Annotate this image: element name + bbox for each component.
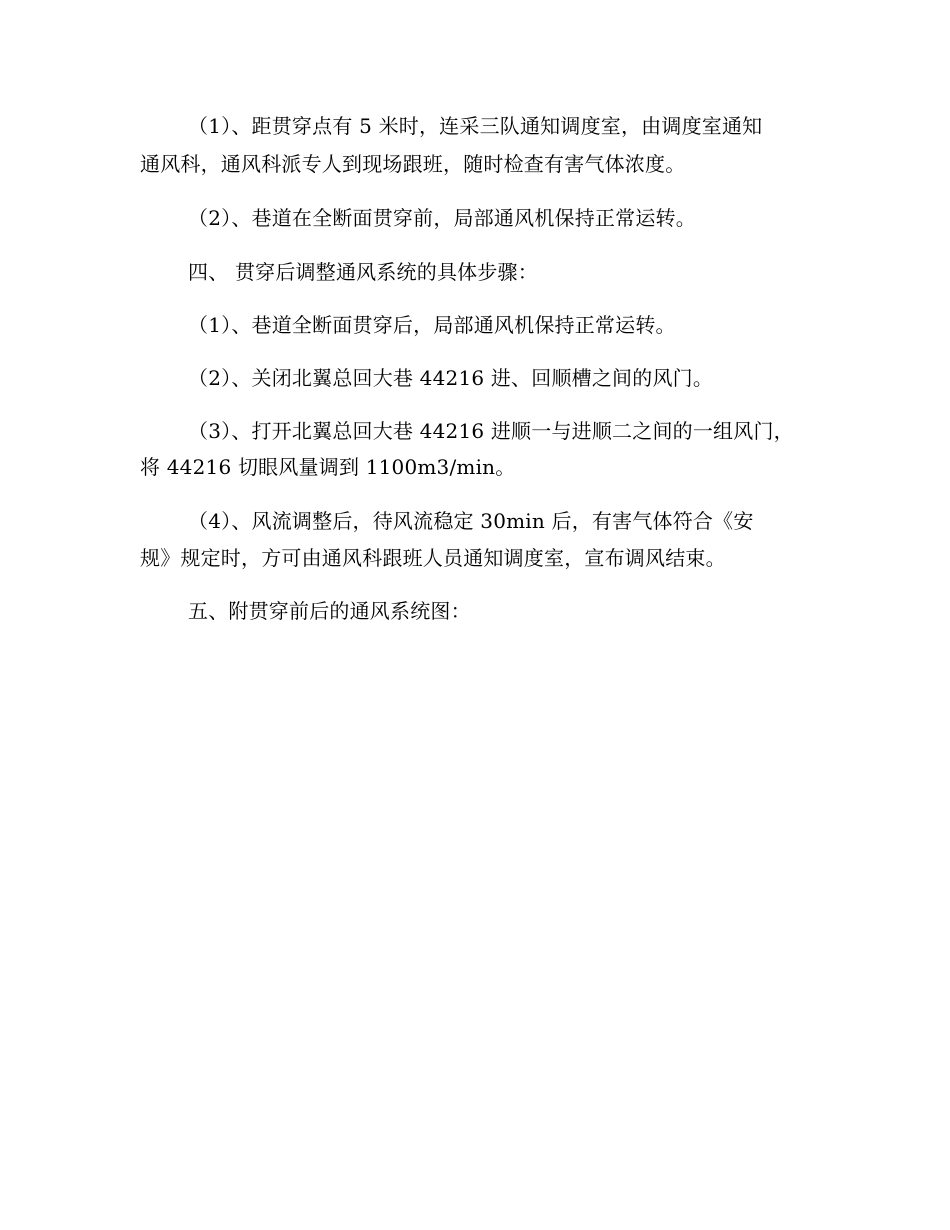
paragraph-step-2: （2）、巷道在全断面贯穿前，局部通风机保持正常运转。 — [188, 206, 696, 230]
section-heading-four: 四、 贯穿后调整通风系统的具体步骤： — [188, 260, 538, 284]
paragraph-step-1-line-2: 通风科，通风科派专人到现场跟班，随时检查有害气体浓度。 — [140, 152, 686, 176]
after-step-1: （1）、巷道全断面贯穿后，局部通风机保持正常运转。 — [188, 313, 676, 337]
after-step-2: （2）、关闭北翼总回大巷 44216 进、回顺槽之间的风门。 — [188, 366, 714, 390]
paragraph-step-1-line-1: （1）、距贯穿点有 5 米时，连采三队通知调度室，由调度室通知 — [188, 114, 763, 138]
section-heading-five: 五、附贯穿前后的通风系统图： — [188, 599, 471, 623]
after-step-3-line-1: （3）、打开北翼总回大巷 44216 进顺一与进顺二之间的一组风门， — [188, 419, 794, 443]
after-step-4-line-2: 规》规定时，方可由通风科跟班人员通知调度室，宣布调风结束。 — [140, 546, 726, 570]
after-step-3-line-2: 将 44216 切眼风量调到 1100m3/min。 — [140, 455, 516, 479]
after-step-4-line-1: （4）、风流调整后，待风流稳定 30min 后，有害气体符合《安 — [188, 509, 754, 533]
